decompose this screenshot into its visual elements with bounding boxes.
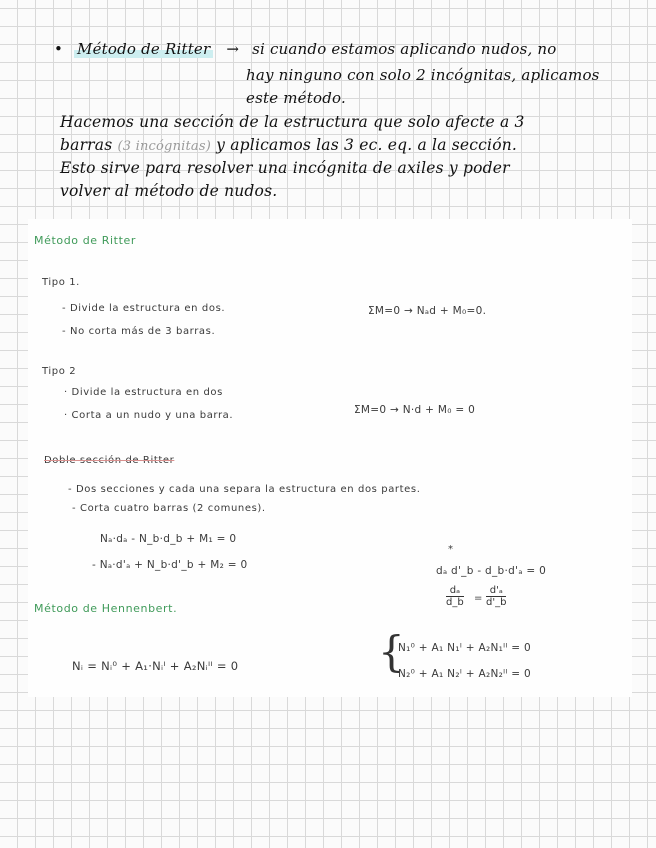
fraction-right-denominator: d'_b: [486, 597, 507, 608]
heading-doble-seccion: Doble sección de Ritter: [44, 455, 175, 466]
tipo1-bullet-1: - Divide la estructura en dos.: [62, 303, 226, 314]
star-mark: *: [448, 544, 454, 555]
heading-tipo1: Tipo 1.: [42, 277, 80, 288]
paragraph-word-barras: barras: [60, 136, 113, 154]
fraction-left-denominator: d_b: [446, 597, 464, 608]
doble-bullet-1: - Dos secciones y cada una separa la estructura en dos partes.: [68, 484, 421, 495]
heading-tipo2: Tipo 2: [42, 366, 77, 377]
doble-equation-2: - Nₐ·d'ₐ + N_b·d'_b + M₂ = 0: [92, 559, 248, 571]
tipo2-bullet-1: · Divide la estructura en dos: [64, 387, 223, 398]
paragraph-line-2-rest: y aplicamos las 3 ec. eq. a la sección.: [216, 136, 518, 154]
system-brace: {: [378, 627, 405, 676]
fraction-left: [446, 585, 464, 608]
heading-ritter-highlighted: Método de Ritter: [74, 40, 213, 58]
system-equation-2: N₂⁰ + A₁ N₂ᴵ + A₂N₂ᴵᴵ = 0: [398, 668, 531, 680]
heading-metodo-ritter: Método de Ritter: [34, 234, 136, 247]
tipo2-bullet-2: · Corta a un nudo y una barra.: [64, 410, 234, 421]
paragraph-line-4: volver al método de nudos.: [60, 182, 278, 200]
doble-bullet-2: - Corta cuatro barras (2 comunes).: [72, 503, 266, 514]
hennenbert-equation: Nᵢ = Nᵢ⁰ + A₁·Nᵢᴵ + A₂Nᵢᴵᴵ = 0: [72, 659, 239, 673]
bullet-dot: •: [54, 40, 64, 58]
fraction-left-numerator: dₐ: [446, 585, 464, 597]
tipo1-bullet-2: - No corta más de 3 barras.: [62, 326, 216, 337]
doble-equation-1: Nₐ·dₐ - N_b·d_b + M₁ = 0: [100, 533, 237, 545]
bullet-text-3: este método.: [246, 89, 346, 107]
paragraph-line-3: Esto sirve para resolver una incógnita de axiles y poder: [60, 159, 510, 177]
paragraph-line-2: [60, 136, 517, 154]
tipo1-equation: ΣM=0 → Nₐd + M₀=0.: [368, 305, 487, 317]
fraction-equals: =: [474, 593, 483, 604]
determinant-equation: dₐ d'_b - d_b·d'ₐ = 0: [436, 565, 547, 577]
system-equation-1: N₁⁰ + A₁ N₁ᴵ + A₂N₁ᴵᴵ = 0: [398, 642, 531, 654]
fraction-right-numerator: d'ₐ: [486, 585, 506, 597]
paragraph-line-1: Hacemos una sección de la estructura que solo afecte a 3: [60, 113, 525, 131]
bullet-text-2: hay ninguno con solo 2 incógnitas, aplicamos: [246, 66, 600, 84]
arrow-icon: →: [226, 40, 240, 58]
bullet-line: [54, 40, 557, 58]
bullet-text-1: si cuando estamos aplicando nudos, no: [252, 40, 557, 58]
pasted-notes-card: [28, 219, 632, 697]
paragraph-grey-aside: (3 incógnitas): [117, 139, 212, 154]
fraction-right: [486, 585, 506, 608]
tipo2-equation: ΣM=0 → N·d + M₀ = 0: [354, 404, 476, 416]
heading-hennenbert: Método de Hennenbert.: [34, 602, 178, 615]
